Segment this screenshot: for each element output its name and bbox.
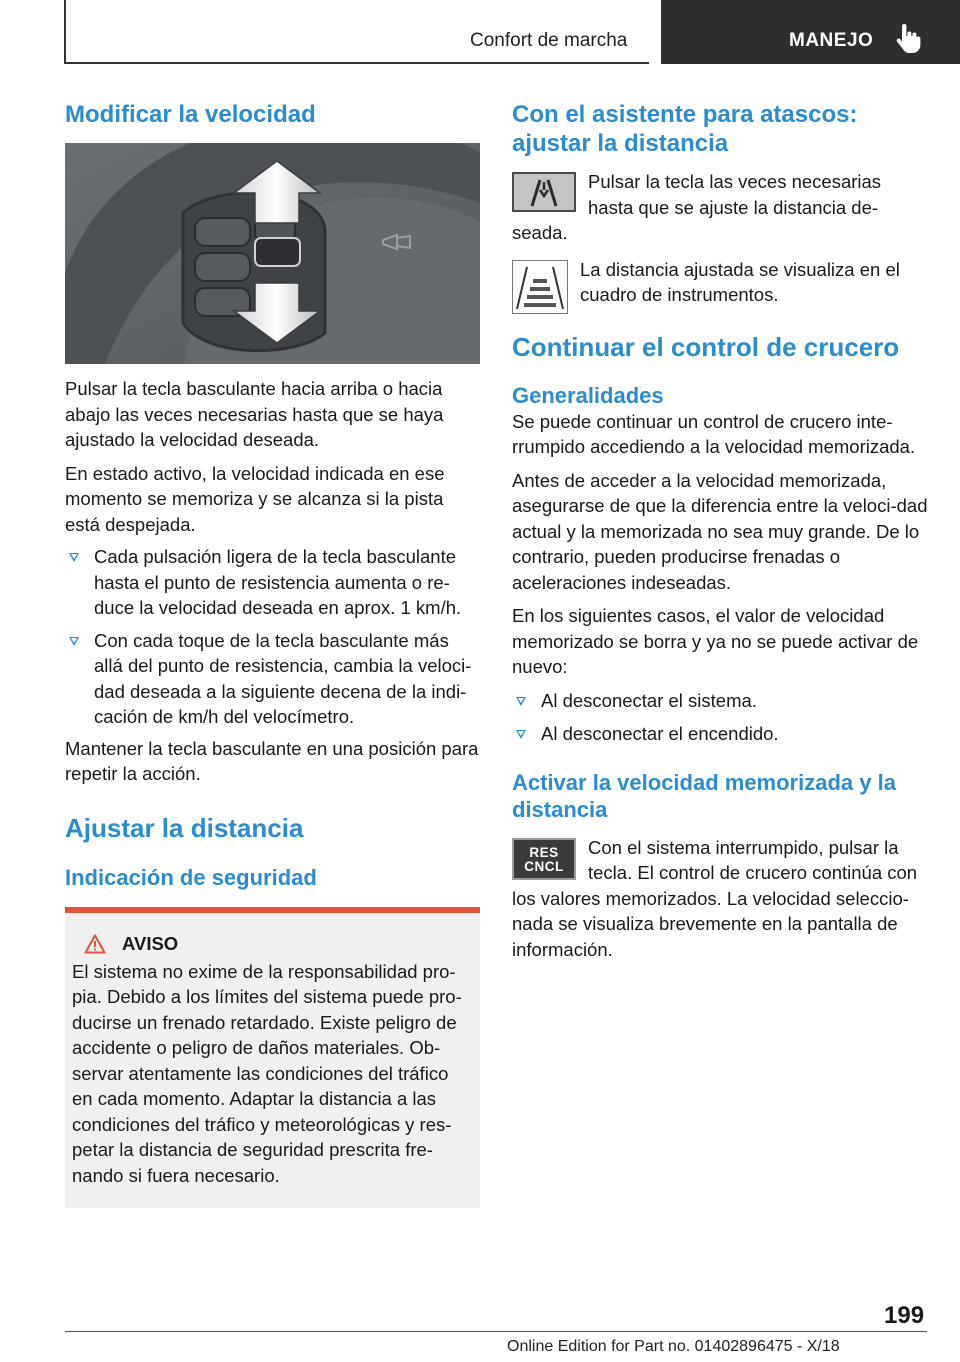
traffic-jam-assistant-key — [512, 172, 576, 212]
footer-rule — [65, 1331, 927, 1332]
chapter-tab[interactable] — [661, 0, 960, 64]
paragraph: En los siguientes casos, el valor de velocidad memorizado se borra y ya no se puede activar de nuevo: — [512, 605, 919, 677]
triangle-bullet-icon — [516, 730, 526, 739]
list-item-text: Al desconectar el encendido. — [541, 723, 779, 744]
list-item-text: Al desconectar el sistema. — [541, 689, 757, 711]
heading-ajustar-distancia: Ajustar la distancia — [65, 812, 304, 843]
right-column — [512, 100, 930, 962]
list-item-text: Con cada toque de la tecla basculante más allá del punto de resistencia, cambia la veloci-dad deseada a la siguiente decena de la indi-cación de km/h del velocímetro. — [94, 629, 472, 727]
paragraph: Pulsar la tecla las veces necesarias hasta que se ajuste la distancia de-seada. — [512, 171, 882, 243]
heading-generalidades: Generalidades — [512, 382, 664, 408]
distance-road-icon — [514, 174, 574, 210]
paragraph: Con el sistema interrumpido, pulsar la tecla. El control de crucero continúa con los valores memorizados. La velocidad seleccio-nada se visualiza brevemente en la pantalla de información. — [512, 836, 918, 960]
list-item — [512, 688, 930, 714]
header-bottom-rule — [64, 62, 649, 64]
chapter-label: MANEJO — [789, 30, 874, 51]
heading-indicacion-seguridad: Indicación de seguridad — [65, 864, 317, 890]
warning-triangle-icon — [84, 934, 106, 954]
paragraph: La distancia ajustada se visualiza en el cuadro de instrumentos. — [580, 258, 900, 305]
paragraph: Pulsar la tecla basculante hacia arriba o hacia abajo las veces necesarias hasta que se haya ajustado la velocidad deseada. — [65, 378, 444, 450]
list-item — [512, 721, 930, 747]
list-item-text: Cada pulsación ligera de la tecla basculante hasta el punto de resistencia aumenta o re-duce la velocidad deseada en aprox. 1 km/h. — [94, 546, 462, 618]
list-item — [65, 628, 480, 730]
res-key-line2: CNCL — [524, 858, 564, 874]
hand-pointer-icon — [895, 24, 921, 54]
paragraph: Antes de acceder a la velocidad memorizada, asegurarse de que la diferencia entre la veloci-dad actual y la memorizada no sea muy grande. De lo contrario, pueden producirse frenadas o aceleraciones indeseadas. — [512, 469, 928, 593]
steering-wheel-illustration — [65, 143, 480, 364]
heading-continuar-control-crucero: Continuar el control de crucero — [512, 331, 900, 362]
page-number: 199 — [884, 1302, 925, 1329]
left-column — [65, 100, 480, 1208]
header-left-rule — [64, 0, 66, 64]
res-key-line1: RES — [529, 844, 559, 860]
bullet-list — [65, 544, 480, 730]
heading-activar-velocidad-memorizada: Activar la velocidad memorizada y la distancia — [512, 769, 896, 822]
triangle-bullet-icon — [69, 553, 79, 562]
list-item — [65, 544, 480, 621]
res-cncl-key — [512, 838, 576, 880]
triangle-bullet-icon — [516, 697, 526, 706]
distance-display-symbol — [512, 260, 568, 314]
warning-text: El sistema no exime de la responsabilidad pro-pia. Debido a los límites del sistema puede pro-ducirse un frenado retardado. Existe peligro de accidente o peligro de daños materiales. Ob-servar atentamente las condiciones del tráfico en cada momento. Adaptar la distancia a las condiciones del tráfico y meteorológicas y res-petar la distancia de seguridad prescrita fre-nando si fuera necesario. — [72, 960, 462, 1186]
section-title: Confort de marcha — [470, 30, 628, 51]
bullet-list — [512, 688, 930, 747]
distance-bars-icon — [513, 261, 567, 313]
triangle-bullet-icon — [69, 637, 79, 646]
paragraph: Se puede continuar un control de crucero inte-rrumpido accediendo a la velocidad memorizada. — [512, 410, 916, 457]
warning-title: AVISO — [122, 932, 179, 954]
paragraph: Mantener la tecla basculante en una posición para repetir la acción. — [65, 737, 479, 784]
heading-asistente-atascos: Con el asistente para atascos: ajustar la distancia — [512, 101, 858, 157]
heading-modificar-velocidad: Modificar la velocidad — [65, 101, 316, 128]
warning-header — [84, 933, 472, 955]
warning-box — [65, 907, 480, 1209]
paragraph: En estado activo, la velocidad indicada en ese momento se memoriza y se alcanza si la pista está despejada. — [65, 462, 445, 535]
footer-edition: Online Edition for Part no. 01402896475 - X/18 — [507, 1338, 840, 1355]
